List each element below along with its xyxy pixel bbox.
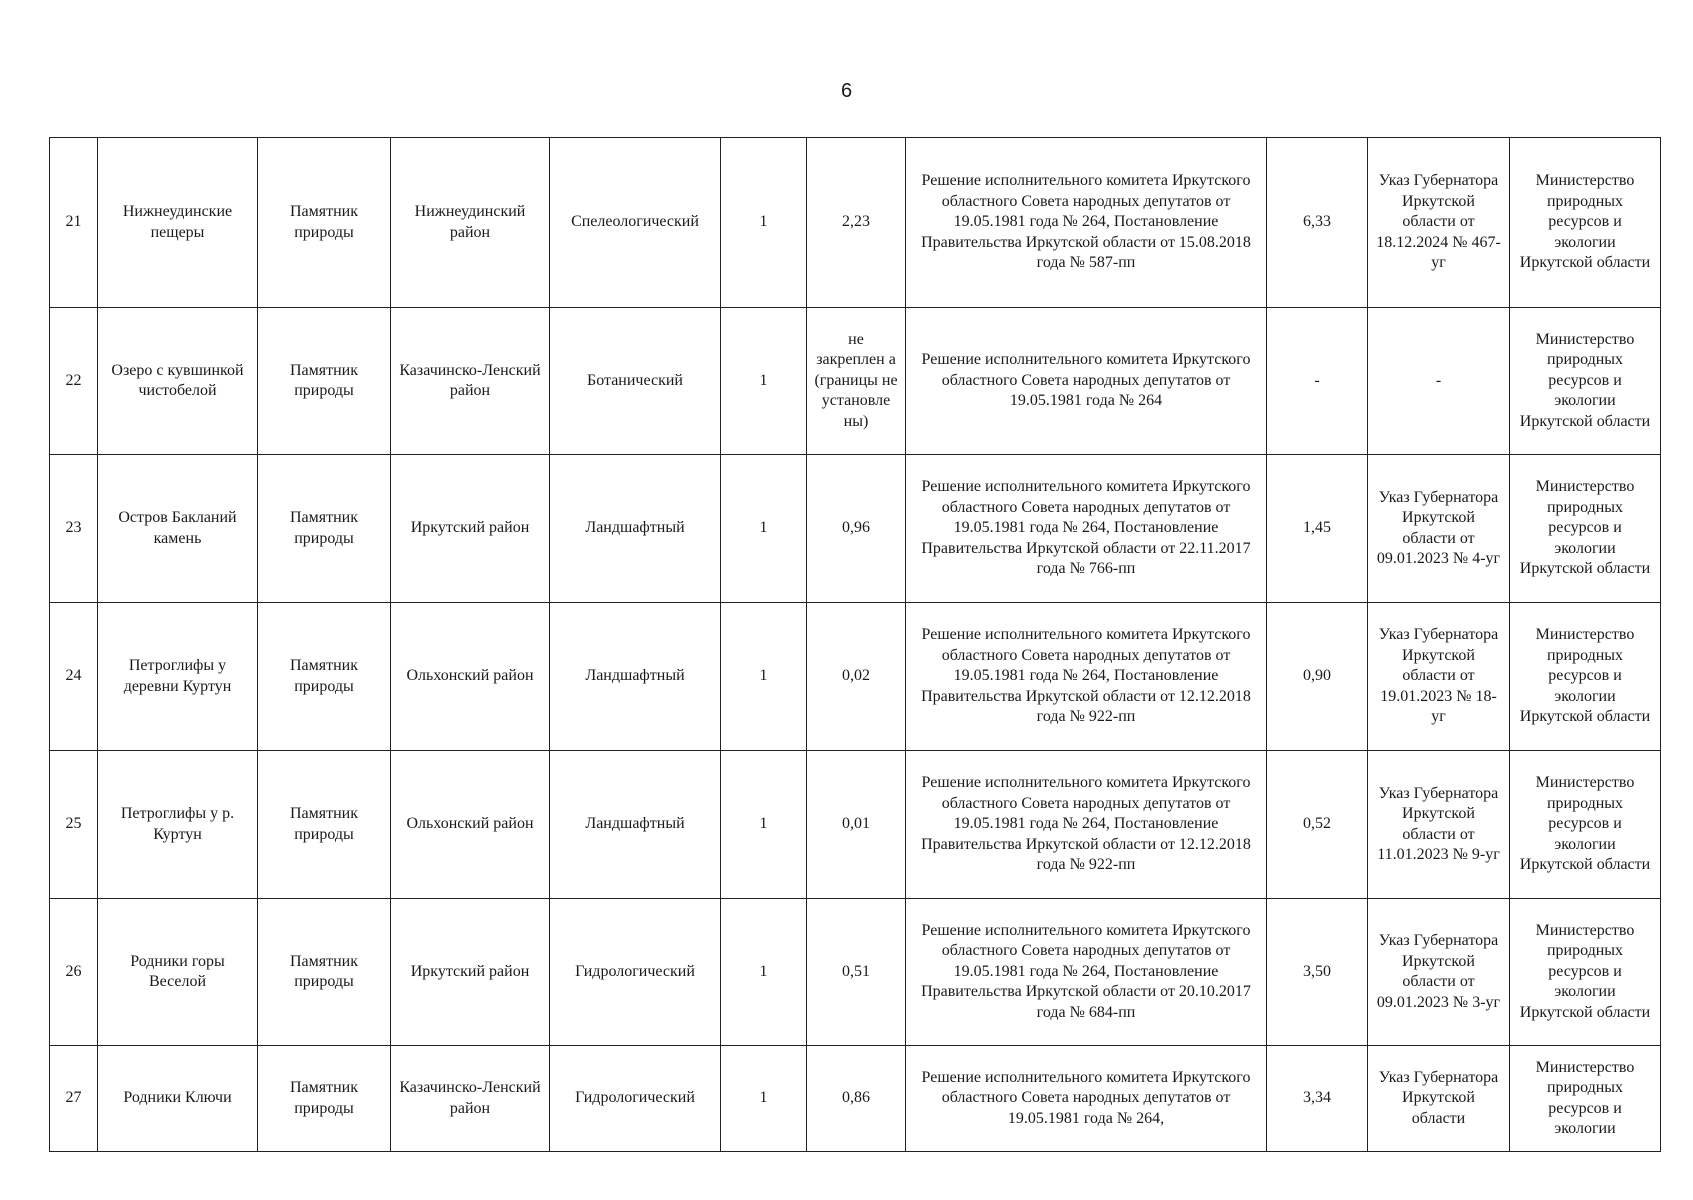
object-category: Памятник природы [258,751,391,899]
object-location: Казачинско-Ленский район [391,1046,550,1152]
table-row [50,138,1661,308]
protection-zone-area: 0,52 [1267,751,1368,899]
object-area: 2,23 [807,138,906,308]
table-row [50,603,1661,751]
object-area: не закреплен а (границы не установле ны) [807,308,906,455]
row-number: 27 [50,1046,98,1152]
object-location: Казачинско-Ленский район [391,308,550,455]
object-location: Иркутский район [391,899,550,1046]
governor-decree: Указ Губернатора Иркутской области от 09.01.2023 № 4-уг [1368,455,1510,603]
table-row [50,455,1661,603]
object-location: Ольхонский район [391,751,550,899]
object-significance: 1 [721,1046,807,1152]
legal-basis: Решение исполнительного комитета Иркутского областного Совета народных депутатов от 19.05.1981 года № 264 [906,308,1267,455]
table-row [50,751,1661,899]
row-number: 22 [50,308,98,455]
legal-basis: Решение исполнительного комитета Иркутского областного Совета народных депутатов от 19.05.1981 года № 264, Постановление Правительства Иркутской области от 15.08.2018 года № 587-пп [906,138,1267,308]
legal-basis: Решение исполнительного комитета Иркутского областного Совета народных депутатов от 19.05.1981 года № 264, Постановление Правительства Иркутской области от 12.12.2018 года № 922-пп [906,603,1267,751]
object-profile: Гидрологический [550,1046,721,1152]
object-area: 0,02 [807,603,906,751]
object-name: Родники горы Веселой [98,899,258,1046]
governor-decree: Указ Губернатора Иркутской области от 18.12.2024 № 467-уг [1368,138,1510,308]
object-location: Нижнеудинский район [391,138,550,308]
object-area: 0,51 [807,899,906,1046]
responsible-authority: Министерство природных ресурсов и экологии Иркутской области [1510,308,1661,455]
object-significance: 1 [721,899,807,1046]
object-significance: 1 [721,455,807,603]
legal-basis: Решение исполнительного комитета Иркутского областного Совета народных депутатов от 19.05.1981 года № 264, Постановление Правительства Иркутской области от 12.12.2018 года № 922-пп [906,751,1267,899]
object-location: Иркутский район [391,455,550,603]
legal-basis: Решение исполнительного комитета Иркутского областного Совета народных депутатов от 19.05.1981 года № 264, Постановление Правительства Иркутской области от 20.10.2017 года № 684-пп [906,899,1267,1046]
responsible-authority: Министерство природных ресурсов и экологии [1510,1046,1661,1152]
object-name: Петроглифы у р. Куртун [98,751,258,899]
row-number: 21 [50,138,98,308]
row-number: 25 [50,751,98,899]
table-row [50,1046,1661,1152]
object-significance: 1 [721,138,807,308]
row-number: 24 [50,603,98,751]
responsible-authority: Министерство природных ресурсов и экологии Иркутской области [1510,603,1661,751]
protection-zone-area: - [1267,308,1368,455]
object-category: Памятник природы [258,138,391,308]
object-category: Памятник природы [258,455,391,603]
object-profile: Ботанический [550,308,721,455]
object-significance: 1 [721,308,807,455]
object-area: 0,01 [807,751,906,899]
object-significance: 1 [721,603,807,751]
governor-decree: Указ Губернатора Иркутской области от 11.01.2023 № 9-уг [1368,751,1510,899]
governor-decree: - [1368,308,1510,455]
responsible-authority: Министерство природных ресурсов и экологии Иркутской области [1510,899,1661,1046]
legal-basis: Решение исполнительного комитета Иркутского областного Совета народных депутатов от 19.05.1981 года № 264, Постановление Правительства Иркутской области от 22.11.2017 года № 766-пп [906,455,1267,603]
object-location: Ольхонский район [391,603,550,751]
protection-zone-area: 3,50 [1267,899,1368,1046]
object-name: Нижнеудинские пещеры [98,138,258,308]
protection-zone-area: 6,33 [1267,138,1368,308]
row-number: 26 [50,899,98,1046]
object-category: Памятник природы [258,899,391,1046]
object-profile: Гидрологический [550,899,721,1046]
object-profile: Ландшафтный [550,751,721,899]
object-name: Петроглифы у деревни Куртун [98,603,258,751]
governor-decree: Указ Губернатора Иркутской области от 09.01.2023 № 3-уг [1368,899,1510,1046]
governor-decree: Указ Губернатора Иркутской области от 19.01.2023 № 18-уг [1368,603,1510,751]
table-body [50,138,1661,1152]
protected-areas-table [49,137,1661,1152]
object-category: Памятник природы [258,308,391,455]
object-name: Родники Ключи [98,1046,258,1152]
object-category: Памятник природы [258,603,391,751]
row-number: 23 [50,455,98,603]
object-area: 0,96 [807,455,906,603]
protection-zone-area: 0,90 [1267,603,1368,751]
page-number: 6 [840,80,853,102]
object-area: 0,86 [807,1046,906,1152]
object-profile: Ландшафтный [550,603,721,751]
object-profile: Ландшафтный [550,455,721,603]
object-category: Памятник природы [258,1046,391,1152]
object-significance: 1 [721,751,807,899]
table-row [50,899,1661,1046]
object-profile: Спелеологический [550,138,721,308]
responsible-authority: Министерство природных ресурсов и экологии Иркутской области [1510,455,1661,603]
object-name: Остров Бакланий камень [98,455,258,603]
object-name: Озеро с кувшинкой чистобелой [98,308,258,455]
protection-zone-area: 3,34 [1267,1046,1368,1152]
protection-zone-area: 1,45 [1267,455,1368,603]
responsible-authority: Министерство природных ресурсов и экологии Иркутской области [1510,751,1661,899]
legal-basis: Решение исполнительного комитета Иркутского областного Совета народных депутатов от 19.05.1981 года № 264, [906,1046,1267,1152]
table-row [50,308,1661,455]
responsible-authority: Министерство природных ресурсов и экологии Иркутской области [1510,138,1661,308]
governor-decree: Указ Губернатора Иркутской области [1368,1046,1510,1152]
